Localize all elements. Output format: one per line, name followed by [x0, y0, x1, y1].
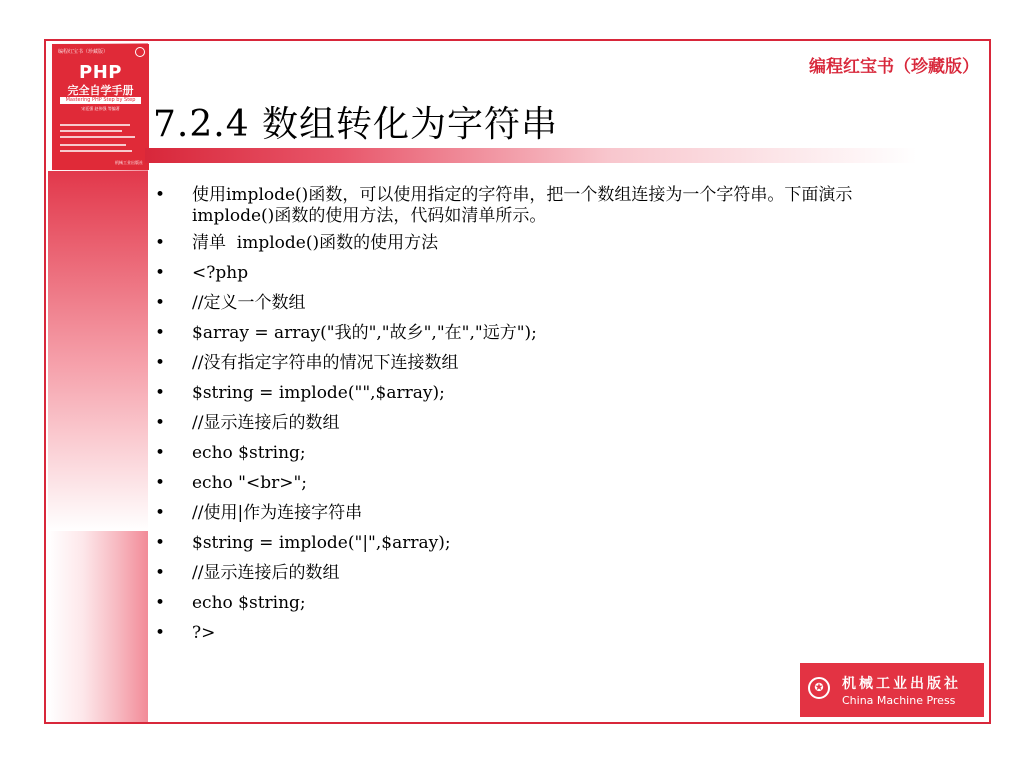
- bullet-item: [155, 185, 925, 227]
- bullet-item: [155, 593, 925, 614]
- bullet-list: [155, 185, 925, 644]
- cover-imprint: 机械工业出版社: [115, 160, 143, 165]
- bullet-dot: •: [155, 593, 166, 613]
- bullet-text: echo $string;: [192, 443, 306, 463]
- book-series-tag: 编程红宝书（珍藏版）: [809, 57, 979, 77]
- bullet-text: //显示连接后的数组: [192, 413, 340, 433]
- section-title: 7.2.4 数组转化为字符串: [153, 104, 559, 145]
- cover-cn-title: 完全自学手册: [67, 84, 134, 97]
- cover-php-title: PHP: [79, 62, 122, 83]
- bullet-text: //没有指定字符串的情况下连接数组: [192, 353, 459, 373]
- bullet-text: ?>: [192, 623, 216, 643]
- bullet-item: [155, 503, 925, 524]
- bullet-text: $array = array("我的","故乡","在","远方");: [192, 323, 537, 343]
- bullet-item: [155, 293, 925, 314]
- publisher-emblem-icon: ✪: [808, 677, 830, 699]
- bullet-dot: •: [155, 533, 166, 553]
- bullet-dot: •: [155, 263, 166, 283]
- cover-text-line: [60, 124, 130, 126]
- bullet-text: echo $string;: [192, 593, 306, 613]
- bullet-item: [155, 413, 925, 434]
- cover-text-line: [60, 150, 132, 152]
- bullet-item: [155, 323, 925, 344]
- bullet-text: //显示连接后的数组: [192, 563, 340, 583]
- cover-text-line: [60, 130, 122, 132]
- bullet-item: [155, 383, 925, 404]
- bullet-dot: •: [155, 413, 166, 433]
- bullet-item: [155, 563, 925, 584]
- decorative-red-gradient: [48, 171, 148, 531]
- bullet-dot: •: [155, 503, 166, 523]
- publisher-logo: [800, 663, 984, 717]
- bullet-item: [155, 233, 925, 254]
- cover-en-title: Mastering PHP Step by Step: [60, 97, 141, 104]
- bullet-text: $string = implode("",$array);: [192, 383, 445, 403]
- bullet-dot: •: [155, 293, 166, 313]
- bullet-dot: •: [155, 383, 166, 403]
- bullet-text: $string = implode("|",$array);: [192, 533, 451, 553]
- cover-text-line: [60, 136, 135, 138]
- bullet-item: [155, 473, 925, 494]
- cover-publisher-mark: [135, 47, 145, 57]
- slide-content: [155, 185, 925, 653]
- bullet-item: [155, 263, 925, 284]
- publisher-name-en: China Machine Press: [842, 694, 956, 707]
- bullet-text: 清单 implode()函数的使用方法: [192, 233, 439, 253]
- bullet-text: 使用implode()函数，可以使用指定的字符串，把一个数组连接为一个字符串。下面演示implode()函数的使用方法，代码如清单所示。: [192, 185, 853, 226]
- cover-series: 编程红宝书（珍藏版）: [58, 49, 109, 55]
- bullet-dot: •: [155, 623, 166, 643]
- bullet-dot: •: [155, 443, 166, 463]
- bullet-item: [155, 353, 925, 374]
- bullet-dot: •: [155, 233, 166, 253]
- bullet-item: [155, 623, 925, 644]
- bullet-dot: •: [155, 563, 166, 583]
- bullet-text: //定义一个数组: [192, 293, 306, 313]
- cover-authors: 宋廷强 赵伟强 等编著: [81, 106, 120, 111]
- cover-text-line: [60, 144, 126, 146]
- bullet-dot: •: [155, 353, 166, 373]
- bullet-dot: •: [155, 473, 166, 493]
- bullet-dot: •: [155, 185, 166, 205]
- book-cover-image: [52, 44, 149, 170]
- bullet-text: <?php: [192, 263, 249, 283]
- bullet-text: //使用|作为连接字符串: [192, 503, 363, 523]
- bullet-item: [155, 533, 925, 554]
- bullet-dot: •: [155, 323, 166, 343]
- publisher-name-cn: 机械工业出版社: [842, 676, 961, 692]
- bullet-item: [155, 443, 925, 464]
- title-underline-bar: [145, 148, 917, 163]
- bullet-text: echo "<br>";: [192, 473, 308, 493]
